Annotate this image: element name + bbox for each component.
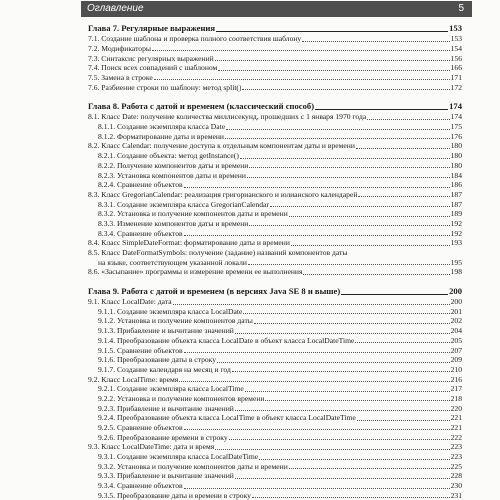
toc-subsection-entry — [88, 355, 462, 365]
toc-section-entry — [88, 297, 462, 307]
toc-subsection-entry — [88, 384, 462, 394]
toc-leader-dots — [289, 468, 450, 469]
toc-page-number: 180 — [450, 151, 462, 161]
toc-leader-dots — [243, 313, 449, 314]
toc-chapter-entry — [88, 22, 462, 34]
toc-entry-title: 8.2.2. Получение компонентов даты и времени — [98, 160, 249, 170]
toc-page-number: 223 — [450, 442, 462, 452]
toc-page-number: 221 — [450, 423, 462, 433]
toc-leader-dots — [245, 391, 450, 392]
toc-page-number: 201 — [450, 306, 462, 316]
toc-page-number: 153 — [449, 23, 462, 33]
toc-leader-dots — [249, 225, 449, 226]
toc-page-number: 174 — [449, 101, 462, 112]
toc-leader-dots — [270, 206, 450, 207]
toc-entry-title: 9.2.1. Создание экземпляра класса LocalTime — [98, 384, 244, 394]
toc-section-entry — [88, 82, 462, 92]
toc-page-number: 180 — [450, 160, 462, 170]
toc-page-number: 171 — [450, 73, 462, 83]
toc-entry-title: 9.2.6. Преобразование времени в строку — [98, 432, 228, 442]
toc-entry-title: 9.3.1. Создание экземпляра класса LocalDateTime — [98, 452, 259, 462]
toc-subsection-entry — [88, 307, 462, 317]
toc-entry-title: 9.1.6. Преобразование даты в строку — [98, 355, 217, 365]
toc-section-entry — [88, 267, 462, 277]
toc-leader-dots — [179, 381, 449, 382]
toc-subsection-entry — [88, 394, 462, 404]
toc-entry-title: 8.2.4. Сравнение объектов — [98, 180, 183, 190]
toc-entry-title: 9.2.3. Прибавление и вычитание значений — [98, 403, 234, 413]
toc-page-number: 205 — [450, 335, 462, 345]
toc-entry-title: 8.3. Класс GregorianCalendar: реализация григорианского и юлианского календарей — [88, 189, 358, 199]
toc-subsection-entry — [88, 219, 462, 229]
toc-subsection-entry — [88, 471, 462, 481]
toc-leader-dots — [248, 264, 450, 265]
table-of-contents — [88, 22, 462, 500]
toc-page-number: 156 — [450, 53, 462, 63]
toc-page-number: 228 — [450, 471, 462, 481]
toc-entry-title: Глава 8. Работа с датой и временем (классический способ) — [88, 101, 315, 112]
toc-entry-title: 9.3.5. Преобразование даты и времени в строку — [98, 490, 251, 500]
toc-leader-dots — [302, 41, 449, 42]
toc-section-entry — [88, 112, 462, 122]
toc-page-number: 186 — [450, 180, 462, 190]
toc-leader-dots — [184, 187, 450, 188]
toc-entry-title: 9.2. Класс LocalTime: время — [88, 374, 179, 384]
toc-leader-dots — [315, 109, 448, 110]
toc-entry-title: 7.1. Создание шаблона и проверка полного соответствия шаблону — [88, 34, 302, 44]
toc-leader-dots — [232, 371, 450, 372]
toc-page-number: 154 — [450, 43, 462, 53]
toc-leader-dots — [229, 439, 450, 440]
toc-entry-title: 9.1.7. Создание календаря на месяц и год — [98, 364, 231, 374]
toc-leader-dots — [235, 333, 450, 334]
toc-subsection-entry — [88, 209, 462, 219]
toc-subsection-entry — [88, 336, 462, 346]
toc-section-entry — [88, 238, 462, 248]
toc-leader-dots — [355, 342, 449, 343]
toc-entry-title: 8.1.1. Создание экземпляра класса Date — [98, 122, 226, 132]
toc-leader-dots — [184, 352, 450, 353]
toc-leader-dots — [235, 410, 450, 411]
toc-subsection-entry — [88, 481, 462, 491]
toc-page-number: 180 — [450, 141, 462, 151]
toc-section-entry — [88, 248, 462, 258]
toc-leader-dots — [240, 158, 450, 159]
toc-leader-dots — [289, 216, 450, 217]
toc-page-number: 192 — [450, 228, 462, 238]
toc-entry-title: 9.3.2. Установка и получение компонентов даты и времени — [98, 461, 288, 471]
toc-subsection-entry — [88, 365, 462, 375]
toc-leader-dots — [226, 129, 450, 130]
toc-subsection-entry — [88, 257, 462, 267]
toc-subsection-entry — [88, 432, 462, 442]
toc-subsection-entry — [88, 199, 462, 209]
toc-page-number: 202 — [450, 316, 462, 326]
toc-leader-dots — [152, 50, 450, 51]
toc-entry-title: 8.3.4. Сравнение объектов — [98, 228, 183, 238]
toc-entry-title: 7.4. Поиск всех совпадений с шаблоном — [88, 63, 218, 73]
toc-page-number: 231 — [450, 490, 462, 500]
toc-leader-dots — [303, 274, 449, 275]
toc-page-number: 195 — [450, 257, 462, 267]
toc-section-entry — [88, 190, 462, 200]
toc-entry-title: на языке, соответствующем указанной локали — [98, 257, 247, 267]
toc-page-number: 175 — [450, 122, 462, 132]
toc-page-number: 221 — [450, 413, 462, 423]
toc-page-number: 193 — [450, 238, 462, 248]
toc-subsection-entry — [88, 462, 462, 472]
toc-leader-dots — [154, 79, 450, 80]
toc-page-number: 204 — [450, 326, 462, 336]
toc-section-entry — [88, 73, 462, 83]
toc-entry-title: 8.3.1. Создание экземпляра класса GregorianCalendar — [98, 199, 269, 209]
toc-page-number: 189 — [450, 209, 462, 219]
toc-leader-dots — [357, 420, 450, 421]
toc-entry-title: 8.4. Класс SimpleDateFormat: форматирование даты и времени — [88, 238, 290, 248]
toc-leader-dots — [249, 167, 449, 168]
toc-entry-title: 9.1. Класс LocalDate: дата — [88, 297, 172, 307]
toc-page-number: 200 — [450, 297, 462, 307]
toc-subsection-entry — [88, 326, 462, 336]
toc-page-number: 225 — [450, 461, 462, 471]
toc-entry-title: 7.3. Синтаксис регулярных выражений — [88, 53, 214, 63]
toc-section-entry — [88, 34, 462, 44]
toc-page-number: 222 — [450, 432, 462, 442]
toc-subsection-entry — [88, 345, 462, 355]
toc-page-number: 166 — [450, 63, 462, 73]
toc-page-number: 210 — [450, 364, 462, 374]
toc-leader-dots — [291, 245, 450, 246]
toc-leader-dots — [218, 70, 449, 71]
toc-page-number: 174 — [450, 112, 462, 122]
toc-entry-title: 8.3.2. Установка и получение компонентов даты и времени — [98, 209, 288, 219]
toc-entry-title: 8.6. «Засыпание» программы и измерение времени ее выполнения — [88, 267, 303, 277]
toc-page-number: 187 — [450, 199, 462, 209]
toc-entry-title: 9.2.5. Сравнение объектов — [98, 423, 183, 433]
section-gap — [88, 277, 462, 285]
toc-subsection-entry — [88, 452, 462, 462]
toc-leader-dots — [225, 138, 450, 139]
toc-leader-dots — [215, 449, 449, 450]
toc-leader-dots — [367, 119, 449, 120]
header-title: Оглавление — [87, 3, 144, 14]
toc-entry-title: 8.2. Класс Calendar: получение доступа к отдельным компонентам даты и времени — [88, 141, 355, 151]
toc-subsection-entry — [88, 316, 462, 326]
toc-entry-title: 8.2.3. Установка компонентов даты и времени — [98, 170, 246, 180]
section-gap — [88, 92, 462, 100]
toc-leader-dots — [184, 235, 450, 236]
toc-entry-title: 7.5. Замена в строке — [88, 73, 153, 83]
toc-entry-title: 9.2.4. Преобразование объекта класса LocalTime в объект класса LocalDateTime — [98, 413, 356, 423]
toc-leader-dots — [217, 362, 450, 363]
toc-entry-title: Глава 7. Регулярные выражения — [88, 23, 216, 33]
toc-leader-dots — [254, 323, 450, 324]
toc-leader-dots — [173, 304, 450, 305]
toc-leader-dots — [252, 497, 450, 498]
toc-entry-title: 8.5. Класс DateFormatSymbols: получение (задание) названий компонентов даты — [88, 248, 348, 258]
toc-subsection-entry — [88, 170, 462, 180]
toc-page-number: 184 — [450, 170, 462, 180]
toc-leader-dots — [216, 31, 448, 32]
toc-subsection-entry — [88, 122, 462, 132]
toc-subsection-entry — [88, 413, 462, 423]
toc-entry-title: 7.6. Разбиение строки по шаблону: метод split() — [88, 82, 242, 92]
toc-entry-title: 8.2.1. Создание объекта: метод getInstance() — [98, 151, 239, 161]
toc-page-number: 230 — [450, 481, 462, 491]
toc-entry-title: 9.3. Класс LocalDateTime: дата и время — [88, 442, 215, 452]
toc-page-number: 218 — [450, 393, 462, 403]
toc-page-number: 200 — [449, 285, 462, 296]
toc-leader-dots — [265, 400, 449, 401]
toc-page-number: 198 — [450, 267, 462, 277]
toc-leader-dots — [242, 89, 449, 90]
toc-entry-title: 9.1.2. Установка и получение компонентов даты — [98, 316, 253, 326]
toc-subsection-entry — [88, 403, 462, 413]
toc-leader-dots — [259, 459, 450, 460]
toc-section-entry — [88, 53, 462, 63]
toc-page-number: 172 — [450, 82, 462, 92]
toc-entry-title: 9.3.4. Сравнение объектов — [98, 481, 183, 491]
toc-section-entry — [88, 374, 462, 384]
toc-page-number: 153 — [450, 34, 462, 44]
toc-entry-title: 7.2. Модификаторы — [88, 43, 152, 53]
toc-subsection-entry — [88, 132, 462, 142]
toc-page-number: 192 — [450, 218, 462, 228]
header-page-number: 5 — [458, 3, 464, 14]
toc-leader-dots — [184, 488, 450, 489]
toc-leader-dots — [184, 429, 450, 430]
toc-entry-title: 8.1. Класс Date: получение количества миллисекунд, прошедших с 1 января 1970 года — [88, 112, 367, 122]
page-header — [81, 1, 472, 17]
toc-entry-title: 8.1.2. Форматирование даты и времени — [98, 131, 224, 141]
toc-page-number: 176 — [450, 131, 462, 141]
toc-subsection-entry — [88, 161, 462, 171]
toc-section-entry — [88, 141, 462, 151]
toc-subsection-entry — [88, 491, 462, 500]
toc-page-number: 217 — [450, 384, 462, 394]
toc-chapter-entry — [88, 285, 462, 297]
toc-page-number: 223 — [450, 452, 462, 462]
toc-leader-dots — [247, 177, 450, 178]
toc-section-entry — [88, 63, 462, 73]
toc-entry-title: 9.2.2. Установка и получение компонентов времени — [98, 393, 265, 403]
toc-page-number: 187 — [450, 189, 462, 199]
toc-leader-dots — [341, 294, 448, 295]
toc-page-number: 220 — [450, 403, 462, 413]
toc-entry-title: 9.1.3. Прибавление и вычитание значений — [98, 326, 234, 336]
toc-page-number: 207 — [450, 345, 462, 355]
toc-entry-title: 9.1.5. Сравнение объектов — [98, 345, 183, 355]
toc-entry-title: 9.1.4. Преобразование объекта класса LocalDate в объект класса LocalDateTime — [98, 335, 355, 345]
toc-section-entry — [88, 442, 462, 452]
toc-entry-title: Глава 9. Работа с датой и временем (в версиях Java SE 8 и выше) — [88, 285, 341, 296]
toc-entry-title: 9.1.1. Создание экземпляра класса LocalDate — [98, 306, 243, 316]
toc-subsection-entry — [88, 151, 462, 161]
toc-subsection-entry — [88, 228, 462, 238]
toc-entry-title: 8.3.3. Изменение компонентов даты и времени — [98, 218, 249, 228]
toc-leader-dots — [356, 148, 450, 149]
toc-page-number: 216 — [450, 374, 462, 384]
toc-subsection-entry — [88, 423, 462, 433]
toc-entry-title: 9.3.3. Прибавление и вычитание значений — [98, 471, 234, 481]
toc-subsection-entry — [88, 180, 462, 190]
toc-leader-dots — [358, 196, 449, 197]
toc-page-number: 209 — [450, 355, 462, 365]
toc-leader-dots — [235, 478, 450, 479]
toc-section-entry — [88, 44, 462, 54]
toc-leader-dots — [215, 60, 450, 61]
toc-chapter-entry — [88, 100, 462, 112]
